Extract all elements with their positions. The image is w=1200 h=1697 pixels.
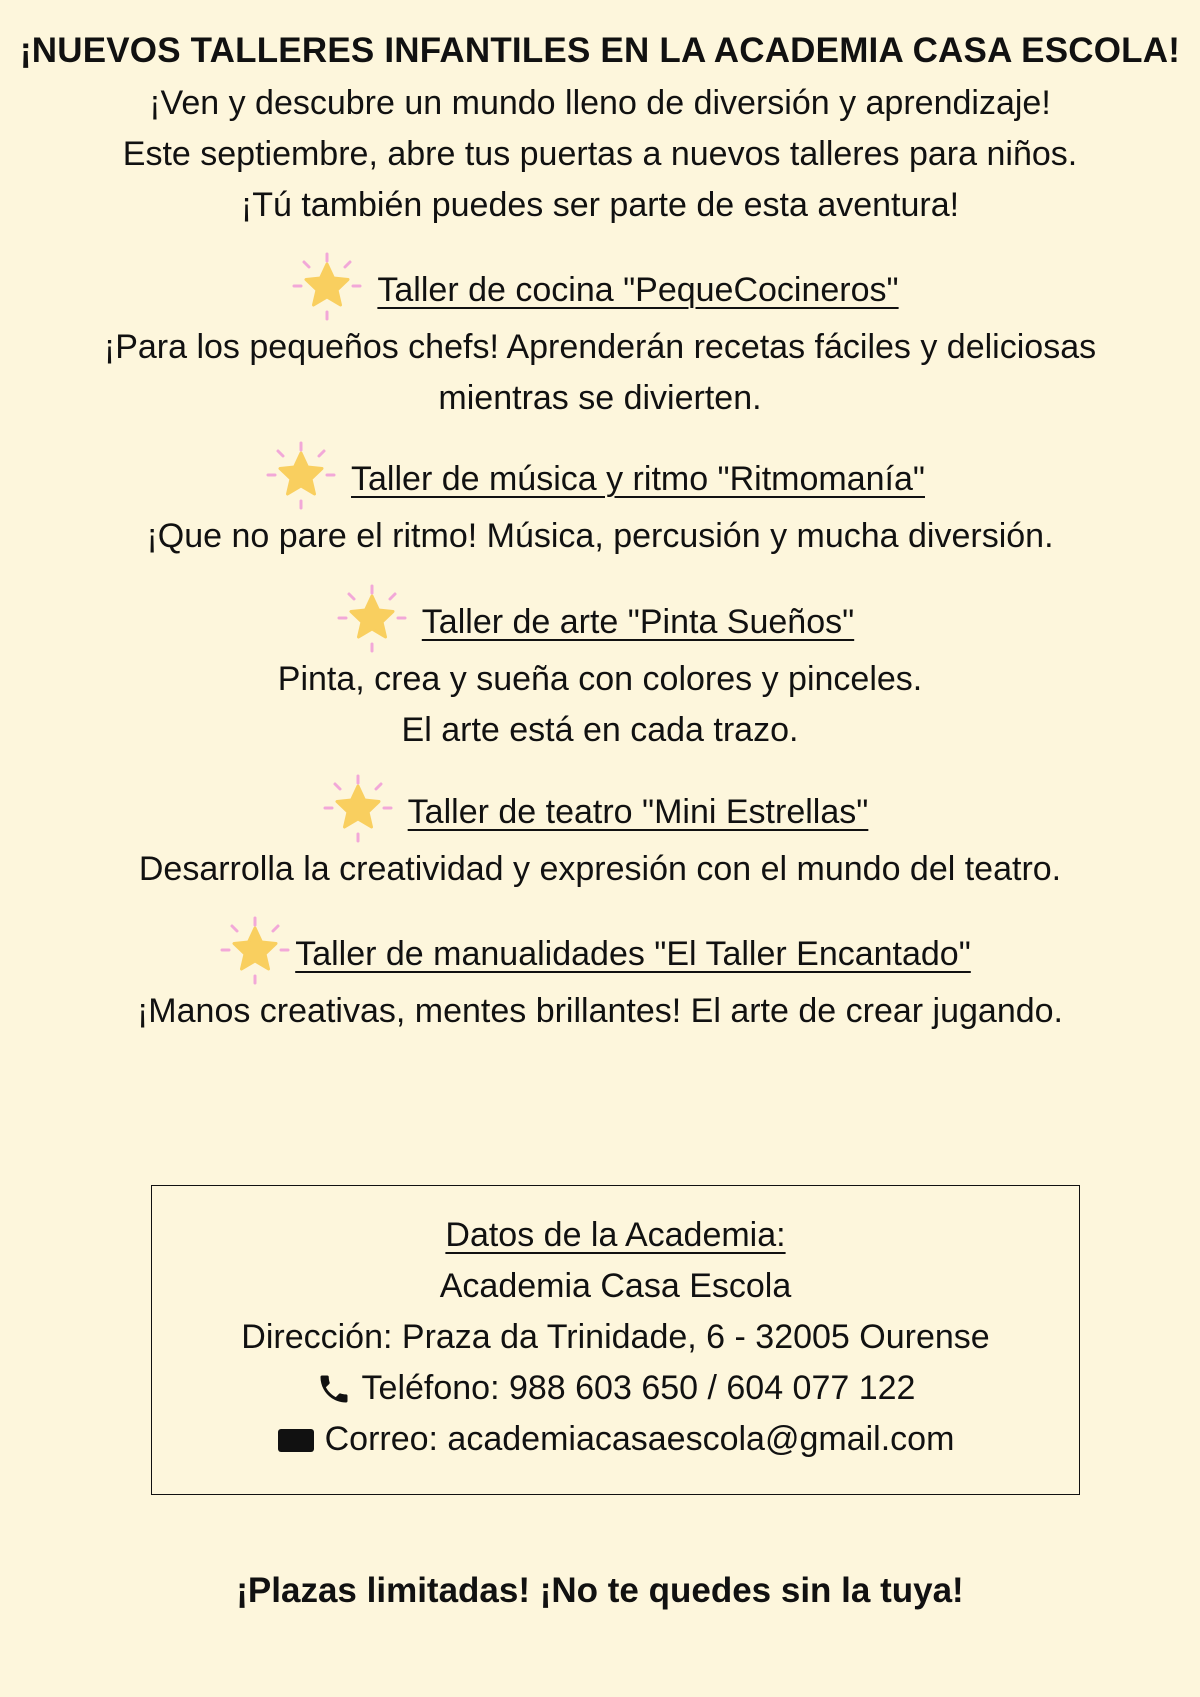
workshop-heading	[0, 780, 1200, 844]
star-icon	[322, 772, 394, 844]
workshop-description	[0, 986, 1200, 1037]
footer-callout: ¡Plazas limitadas! ¡No te quedes sin la tuya!	[236, 1571, 964, 1610]
phone-text: Teléfono: 988 603 650 / 604 077 122	[361, 1369, 916, 1407]
address-line	[152, 1312, 1079, 1363]
star-icon	[336, 582, 408, 654]
star-icon	[291, 250, 363, 322]
intro-line: ¡Ven y descubre un mundo lleno de diversión y aprendizaje!	[149, 84, 1051, 122]
contact-box	[151, 1185, 1080, 1495]
intro-line: Este septiembre, abre tus puertas a nuevos talleres para niños.	[122, 135, 1078, 173]
address-text: Dirección: Praza da Trinidade, 6 - 32005 Ourense	[241, 1318, 990, 1356]
description-line: ¡Que no pare el ritmo! Música, percusión y mucha diversión.	[146, 517, 1054, 555]
workshop-name: Taller de música y ritmo "Ritmomanía"	[351, 459, 925, 498]
workshop-manualidades	[0, 922, 1200, 1037]
description-line: El arte está en cada trazo.	[401, 711, 799, 749]
description-line: Desarrolla la creatividad y expresión con el mundo del teatro.	[138, 850, 1062, 888]
academy-name: Academia Casa Escola	[439, 1267, 792, 1305]
workshop-teatro	[0, 780, 1200, 895]
intro-text	[0, 78, 1200, 231]
workshop-heading	[0, 922, 1200, 986]
email-line	[152, 1414, 1079, 1465]
workshop-heading	[0, 258, 1200, 322]
workshop-heading	[0, 590, 1200, 654]
workshop-cocina	[0, 258, 1200, 424]
description-line: mientras se divierten.	[438, 379, 762, 417]
star-icon	[219, 914, 291, 986]
workshop-description	[0, 844, 1200, 895]
envelope-icon	[277, 1426, 315, 1454]
workshop-heading	[0, 447, 1200, 511]
workshop-name: Taller de teatro "Mini Estrellas"	[407, 792, 869, 831]
star-icon	[265, 439, 337, 511]
intro-line: ¡Tú también puedes ser parte de esta aventura!	[240, 186, 960, 224]
page-title: ¡NUEVOS TALLERES INFANTILES EN LA ACADEMIA CASA ESCOLA!	[19, 31, 1181, 70]
workshop-description	[0, 511, 1200, 562]
workshop-name: Taller de arte "Pinta Sueños"	[421, 602, 855, 641]
workshop-name: Taller de cocina "PequeCocineros"	[377, 270, 899, 309]
description-line: Pinta, crea y sueña con colores y pinceles.	[277, 660, 923, 698]
email-text: Correo: academiacasaescola@gmail.com	[324, 1420, 955, 1458]
workshop-musica	[0, 447, 1200, 562]
description-line: ¡Manos creativas, mentes brillantes! El arte de crear jugando.	[136, 992, 1063, 1030]
workshop-description	[0, 654, 1200, 756]
workshop-name: Taller de manualidades "El Taller Encantado"	[295, 934, 971, 973]
phone-icon	[316, 1371, 352, 1407]
phone-line	[152, 1363, 1079, 1414]
contact-heading: Datos de la Academia:	[445, 1216, 786, 1254]
workshop-arte	[0, 590, 1200, 756]
description-line: ¡Para los pequeños chefs! Aprenderán recetas fáciles y deliciosas	[103, 328, 1097, 366]
workshop-description	[0, 322, 1200, 424]
